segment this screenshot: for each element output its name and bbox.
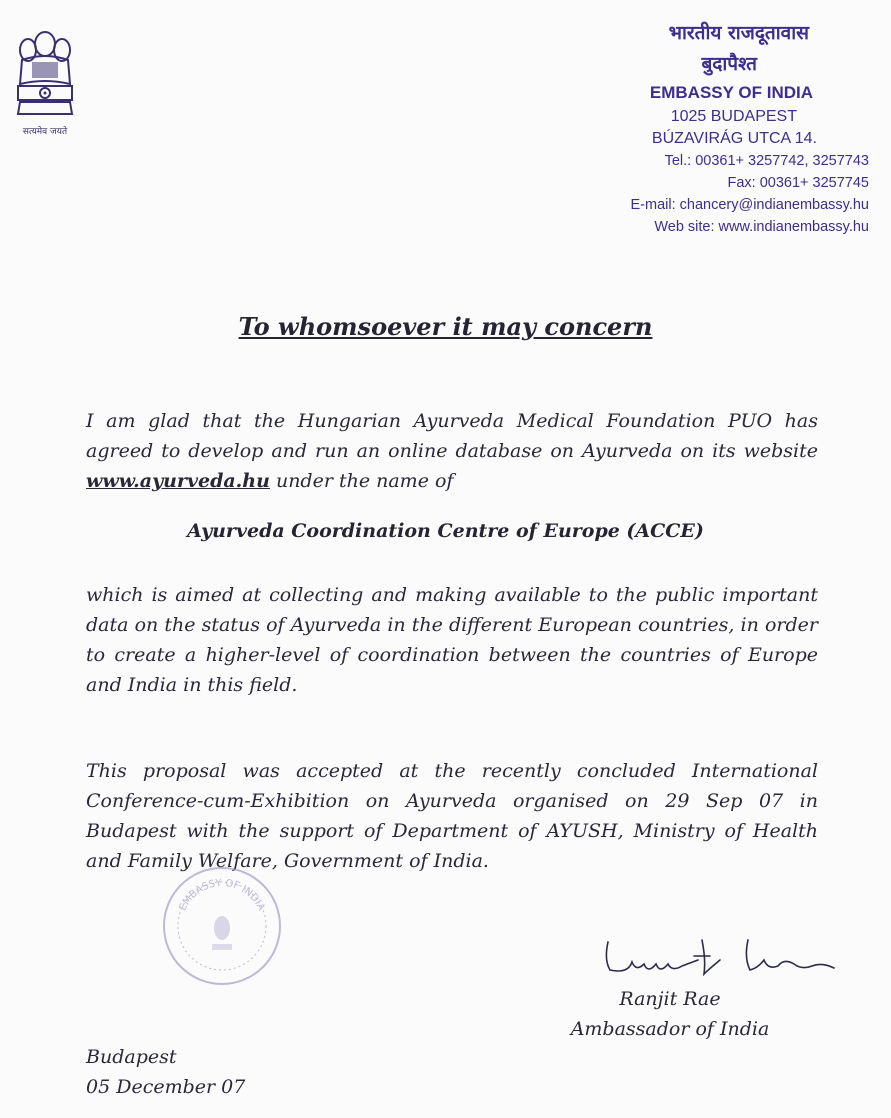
letterhead-hindi-city: बुदापैश्त — [701, 53, 757, 75]
signatory-title: Ambassador of India — [570, 1018, 770, 1040]
paragraph-aim: which is aimed at collecting and making available to the public important data on the status of Ayurveda in the different European countries, in order to create a higher-level of coordination between the countries of Europe and India in this field. — [86, 584, 818, 696]
emblem-motto: सत्यमेव जयते — [22, 127, 68, 137]
national-emblem — [10, 22, 80, 138]
centre-name: Ayurveda Coordination Centre of Europe (ACCE) — [187, 520, 704, 542]
letterhead-address-city: 1025 BUDAPEST — [670, 108, 797, 125]
paragraph-proposal: This proposal was accepted at the recently concluded International Conference-cum-Exhibition on Ayurveda organised on 29 Sep 07 in Budapest with the support of Department of AYUSH, Ministry of Health and Family Welfare, Government of India. — [86, 760, 818, 872]
website-link: www.ayurveda.hu — [86, 470, 270, 492]
paragraph-intro — [86, 406, 818, 496]
intro-text: I am glad that the Hungarian Ayurveda Medical Foundation PUO has agreed to develop and run an online database on Ayurveda on its website — [86, 410, 818, 462]
svg-text:EMBASSY OF INDIA — [177, 878, 266, 913]
letter-place-date — [86, 1042, 245, 1102]
ashoka-lion-capital-emblem-icon — [10, 22, 80, 122]
letter-date: 05 December 07 — [86, 1076, 246, 1098]
embassy-seal-icon — [158, 862, 286, 990]
intro-text-end: under the name of — [269, 470, 454, 492]
letter-heading: To whomsoever it may concern — [238, 312, 653, 341]
embassy-stamp — [158, 862, 286, 990]
letterhead-email: E-mail: chancery@indianembassy.hu — [630, 197, 869, 213]
signatory-name: Ranjit Rae — [619, 988, 721, 1010]
stamp-text: EMBASSY OF INDIA — [177, 877, 267, 913]
letterhead-website: Web site: www.indianembassy.hu — [654, 219, 869, 235]
signature — [598, 930, 848, 990]
letterhead-address-street: BÚZAVIRÁG UTCA 14. — [651, 130, 817, 147]
letterhead-fax: Fax: 00361+ 3257745 — [727, 175, 869, 191]
letterhead-embassy-name: EMBASSY OF INDIA — [649, 83, 813, 102]
letterhead-hindi-name: भारतीय राजदूतावास — [668, 22, 809, 44]
letter-place: Budapest — [86, 1046, 177, 1068]
letterhead — [631, 18, 870, 238]
letterhead-tel: Tel.: 00361+ 3257742, 3257743 — [664, 153, 869, 169]
handwritten-signature-icon — [598, 930, 848, 990]
